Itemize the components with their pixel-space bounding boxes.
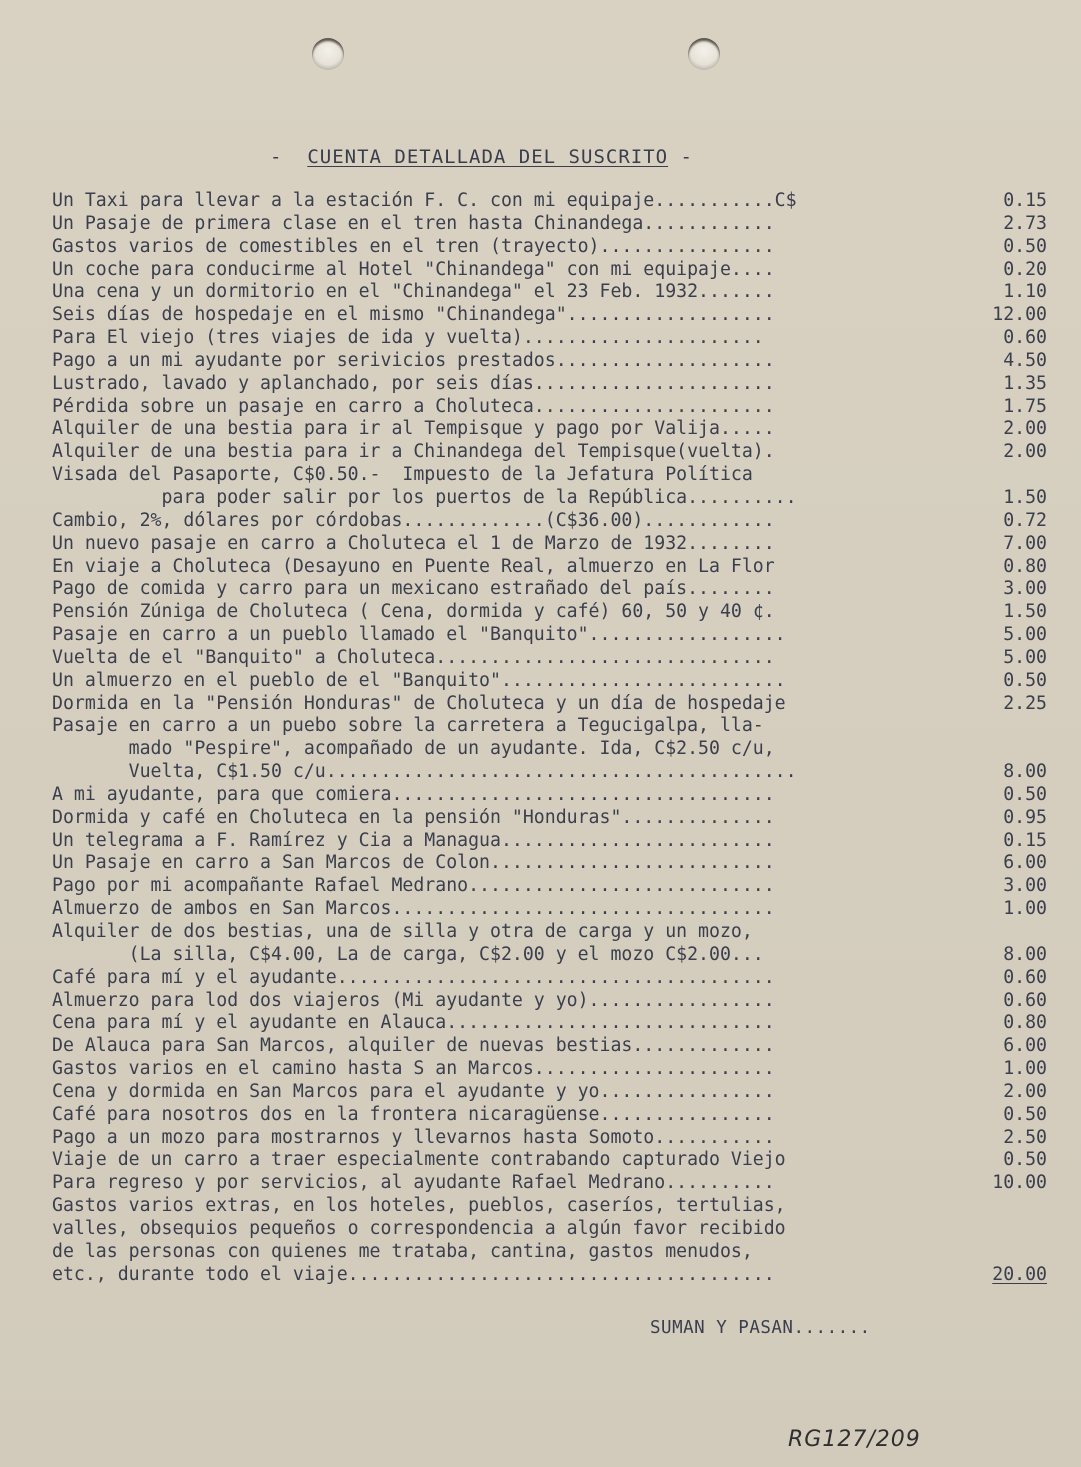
expense-amount: 1.35 [1003, 372, 1047, 394]
expense-description: mado "Pespire", acompañado de un ayudante. Ida, C$2.50 c/u, [52, 738, 775, 760]
expense-amount: 0.15 [1003, 829, 1047, 851]
expense-row [52, 875, 1052, 898]
expense-row [52, 1172, 1052, 1195]
expense-row [52, 373, 1052, 396]
expense-amount: 2.50 [1003, 1126, 1047, 1148]
expense-row [52, 281, 1052, 304]
expense-amount: 0.95 [1003, 806, 1047, 828]
expense-row [52, 898, 1052, 921]
expense-row [52, 1104, 1052, 1127]
expense-amount: 2.00 [1003, 441, 1047, 463]
expense-row [52, 715, 1052, 738]
expense-amount: 20.00 [992, 1263, 1047, 1285]
expense-row [52, 396, 1052, 419]
expense-row [52, 1241, 1052, 1264]
expense-amount: 0.15 [1003, 190, 1047, 211]
expense-row [52, 624, 1052, 647]
expense-description: valles, obsequios pequeños o correspondencia a algún favor recibido [52, 1217, 786, 1239]
expense-amount: 8.00 [1003, 943, 1047, 965]
expense-amount: 6.00 [1003, 1035, 1047, 1057]
expense-row [52, 418, 1052, 441]
expense-description: Dormida y café en Choluteca en la pensión "Honduras".............. [52, 806, 775, 828]
expense-row [52, 190, 1052, 213]
expense-row [52, 830, 1052, 853]
expense-row [52, 213, 1052, 236]
expense-description: Vuelta de el "Banquito" a Choluteca............................... [52, 646, 775, 668]
expense-description: Pérdida sobre un pasaje en carro a Choluteca...................... [52, 395, 775, 417]
expense-row [52, 487, 1052, 510]
expense-description: Café para nosotros dos en la frontera nicaragüense................ [52, 1103, 775, 1125]
expense-description: Pago a un mozo para mostrarnos y llevarnos hasta Somoto........... [52, 1126, 775, 1148]
expense-description: Seis días de hospedaje en el mismo "Chinandega"................... [52, 304, 775, 326]
expense-row [52, 670, 1052, 693]
expense-row [52, 1264, 1052, 1287]
expense-list [52, 190, 1052, 1287]
expense-row [52, 533, 1052, 556]
expense-row [52, 1081, 1052, 1104]
expense-row [52, 967, 1052, 990]
expense-description: Visada del Pasaporte, C$0.50.- Impuesto de la Jefatura Política [52, 464, 753, 486]
expense-row [52, 647, 1052, 670]
expense-description: Un coche para conducirme al Hotel "Chinandega" con mi equipaje.... [52, 258, 775, 280]
expense-description: Un Taxi para llevar a la estación F. C. con mi equipaje...........C$ [52, 190, 797, 211]
expense-row [52, 852, 1052, 875]
expense-description: Almuerzo de ambos en San Marcos................................... [52, 898, 775, 920]
expense-amount: 0.50 [1003, 235, 1047, 257]
expense-row [52, 944, 1052, 967]
expense-description: Pago por mi acompañante Rafael Medrano............................ [52, 875, 775, 897]
expense-description: Gastos varios extras, en los hoteles, pueblos, caseríos, tertulias, [52, 1195, 786, 1217]
expense-description: etc., durante todo el viaje....................................... [52, 1263, 775, 1285]
expense-description: Una cena y un dormitorio en el "Chinandega" el 23 Feb. 1932....... [52, 281, 775, 303]
expense-amount: 3.00 [1003, 875, 1047, 897]
expense-row [52, 259, 1052, 282]
expense-amount: 8.00 [1003, 761, 1047, 783]
document-title [270, 146, 693, 168]
expense-row [52, 761, 1052, 784]
expense-description: Para regreso y por servicios, al ayudante Rafael Medrano.......... [52, 1172, 775, 1194]
expense-amount: 12.00 [992, 304, 1047, 326]
expense-amount: 7.00 [1003, 532, 1047, 554]
expense-amount: 0.50 [1003, 783, 1047, 805]
expense-description: Alquiler de dos bestias, una de silla y otra de carga y un mozo, [52, 921, 753, 942]
expense-description: En viaje a Choluteca (Desayuno en Puente Real, almuerzo en La Flor [52, 555, 775, 577]
expense-row [52, 1058, 1052, 1081]
expense-row [52, 556, 1052, 579]
expense-description: Un almuerzo en el pueblo de el "Banquito".......................... [52, 669, 786, 691]
expense-row [52, 738, 1052, 761]
expense-row [52, 807, 1052, 830]
expense-description: Café para mí y el ayudante........................................ [52, 966, 775, 988]
expense-amount: 5.00 [1003, 646, 1047, 668]
expense-description: Gastos varios en el camino hasta S an Marcos...................... [52, 1058, 775, 1080]
expense-description: A mi ayudante, para que comiera................................... [52, 783, 775, 805]
expense-description: Lustrado, lavado y aplanchado, por seis días...................... [52, 372, 775, 394]
expense-amount: 1.75 [1003, 395, 1047, 417]
expense-description: Un Pasaje en carro a San Marcos de Colon.......................... [52, 852, 775, 874]
expense-description: (La silla, C$4.00, La de carga, C$2.00 y el mozo C$2.00... [52, 943, 764, 965]
expense-row [52, 1127, 1052, 1150]
expense-amount: 0.80 [1003, 1012, 1047, 1034]
expense-row [52, 327, 1052, 350]
expense-row [52, 464, 1052, 487]
expense-amount: 0.50 [1003, 669, 1047, 691]
expense-row [52, 990, 1052, 1013]
expense-description: De Alauca para San Marcos, alquiler de nuevas bestias............. [52, 1035, 775, 1057]
expense-description: Alquiler de una bestia para ir a Chinandega del Tempisque(vuelta). [52, 441, 775, 463]
expense-row [52, 350, 1052, 373]
expense-row [52, 236, 1052, 259]
expense-row [52, 304, 1052, 327]
expense-row [52, 1035, 1052, 1058]
expense-description: Alquiler de una bestia para ir al Tempisque y pago por Valija..... [52, 418, 775, 440]
title-text: CUENTA DETALLADA DEL SUSCRITO [307, 146, 669, 168]
expense-description: Pasaje en carro a un pueblo llamado el "Banquito".................. [52, 624, 786, 646]
expense-amount: 5.00 [1003, 624, 1047, 646]
expense-amount: 2.00 [1003, 1080, 1047, 1102]
title-dash: - [270, 146, 283, 168]
expense-amount: 0.60 [1003, 966, 1047, 988]
expense-amount: 10.00 [992, 1172, 1047, 1194]
title-dash: - [680, 146, 693, 168]
expense-description: Un nuevo pasaje en carro a Choluteca el 1 de Marzo de 1932........ [52, 532, 775, 554]
expense-description: Pago a un mi ayudante por serivicios prestados.................... [52, 349, 775, 371]
expense-amount: 4.50 [1003, 349, 1047, 371]
expense-amount: 2.73 [1003, 212, 1047, 234]
expense-row [52, 601, 1052, 624]
expense-description: para poder salir por los puertos de la República.......... [52, 486, 797, 508]
expense-amount: 0.20 [1003, 258, 1047, 280]
expense-row [52, 1012, 1052, 1035]
expense-description: Cambio, 2%, dólares por córdobas.............(C$36.00)............ [52, 509, 775, 531]
expense-description: Un Pasaje de primera clase en el tren hasta Chinandega............ [52, 212, 775, 234]
expense-amount: 3.00 [1003, 578, 1047, 600]
expense-amount: 0.50 [1003, 1103, 1047, 1125]
expense-description: Para El viejo (tres viajes de ida y vuelta)...................... [52, 327, 764, 349]
expense-amount: 6.00 [1003, 852, 1047, 874]
expense-row [52, 784, 1052, 807]
expense-description: Dormida en la "Pensión Honduras" de Choluteca y un día de hospedaje [52, 692, 786, 714]
expense-description: Pensión Zúniga de Choluteca ( Cena, dormida y café) 60, 50 y 40 ¢. [52, 601, 775, 623]
expense-description: Cena y dormida en San Marcos para el ayudante y yo................ [52, 1080, 775, 1102]
expense-row [52, 693, 1052, 716]
expense-amount: 2.25 [1003, 692, 1047, 714]
expense-amount: 0.72 [1003, 509, 1047, 531]
expense-row [52, 441, 1052, 464]
expense-amount: 1.50 [1003, 601, 1047, 623]
expense-amount: 0.60 [1003, 327, 1047, 349]
expense-description: de las personas con quienes me trataba, cantina, gastos menudos, [52, 1240, 753, 1262]
handwritten-reference: RG127/209 [788, 1427, 921, 1452]
expense-amount: 0.50 [1003, 1149, 1047, 1171]
expense-description: Pasaje en carro a un puebo sobre la carretera a Tegucigalpa, lla- [52, 715, 764, 737]
expense-row [52, 578, 1052, 601]
expense-row [52, 921, 1052, 944]
expense-description: Vuelta, C$1.50 c/u........................................... [52, 761, 797, 783]
expense-amount: 0.60 [1003, 989, 1047, 1011]
expense-amount: 1.10 [1003, 281, 1047, 303]
expense-row [52, 1218, 1052, 1241]
expense-description: Viaje de un carro a traer especialmente contrabando capturado Viejo [52, 1149, 786, 1171]
expense-amount: 1.00 [1003, 1058, 1047, 1080]
expense-description: Gastos varios de comestibles en el tren (trayecto)................ [52, 235, 775, 257]
punch-hole [688, 38, 720, 70]
expense-description: Un telegrama a F. Ramírez y Cia a Managua......................... [52, 829, 775, 851]
expense-amount: 2.00 [1003, 418, 1047, 440]
expense-amount: 1.50 [1003, 486, 1047, 508]
expense-description: Almuerzo para lod dos viajeros (Mi ayudante y yo)................. [52, 989, 775, 1011]
expense-description: Pago de comida y carro para un mexicano estrañado del país........ [52, 578, 775, 600]
punch-hole [312, 38, 344, 70]
total-line: SUMAN Y PASAN....... [650, 1318, 871, 1338]
expense-description: Cena para mí y el ayudante en Alauca.............................. [52, 1012, 775, 1034]
expense-amount: 0.80 [1003, 555, 1047, 577]
expense-row [52, 1195, 1052, 1218]
expense-row [52, 1149, 1052, 1172]
expense-amount: 1.00 [1003, 898, 1047, 920]
expense-row [52, 510, 1052, 533]
